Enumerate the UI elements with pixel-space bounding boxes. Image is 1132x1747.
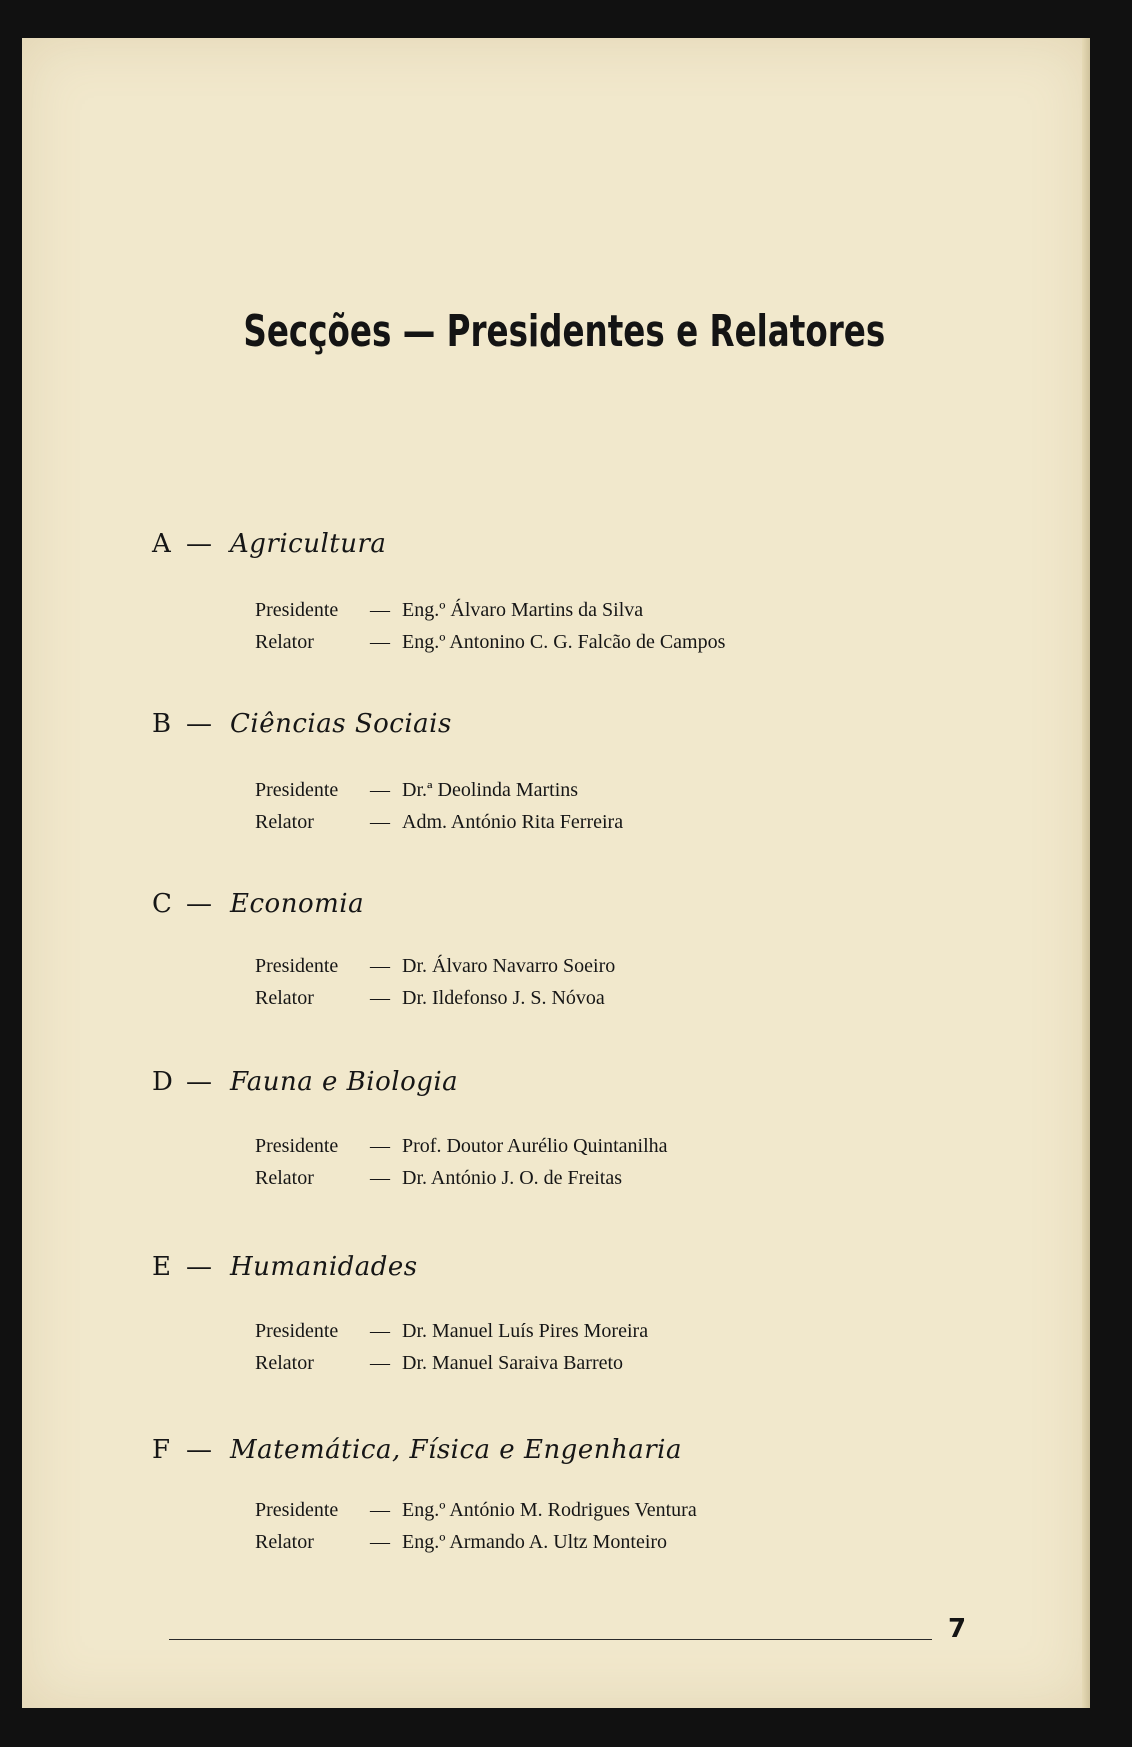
section-name: Matemática, Física e Engenharia [230, 1435, 682, 1465]
rapporteur-name: Dr. Manuel Saraiva Barreto [402, 1352, 624, 1374]
section-heading [152, 1064, 1002, 1100]
document-page [22, 38, 1090, 1708]
president-row [152, 1130, 1002, 1162]
president-row [152, 1494, 1002, 1526]
section-letter: A [152, 529, 171, 559]
role-dash: — [370, 811, 390, 833]
section-letter: D [152, 1067, 173, 1097]
section-letter: B [152, 709, 172, 739]
role-dash: — [370, 987, 390, 1009]
section-name: Ciências Sociais [230, 709, 452, 739]
rapporteur-label: Relator [255, 811, 314, 833]
president-name: Dr.ª Deolinda Martins [402, 779, 579, 801]
rapporteur-row [152, 982, 1002, 1014]
page-number: 7 [948, 1614, 967, 1644]
rapporteur-label: Relator [255, 1531, 314, 1553]
section-ciencias-sociais [152, 706, 1002, 838]
section-name: Agricultura [230, 529, 387, 559]
section-name: Fauna e Biologia [230, 1067, 459, 1097]
section-heading [152, 886, 1002, 922]
rapporteur-label: Relator [255, 1352, 314, 1374]
president-label: Presidente [255, 1320, 339, 1342]
role-dash: — [370, 1531, 390, 1553]
section-letter: F [152, 1435, 171, 1465]
section-letter: E [152, 1252, 171, 1282]
president-label: Presidente [255, 1135, 339, 1157]
rapporteur-name: Adm. António Rita Ferreira [402, 811, 624, 833]
president-label: Presidente [255, 955, 339, 977]
section-heading [152, 1249, 1002, 1285]
section-dash: — [186, 1067, 212, 1097]
president-label: Presidente [255, 779, 339, 801]
page-edge [1082, 38, 1090, 1708]
section-economia [152, 886, 1002, 1014]
role-dash: — [370, 1499, 390, 1521]
section-dash: — [186, 709, 212, 739]
rapporteur-label: Relator [255, 1167, 314, 1189]
section-heading [152, 1432, 1002, 1468]
section-matematica-fisica-engenharia [152, 1432, 1002, 1558]
rapporteur-name: Dr. António J. O. de Freitas [402, 1167, 622, 1189]
section-heading [152, 526, 1002, 562]
president-name: Prof. Doutor Aurélio Quintanilha [402, 1135, 668, 1157]
president-name: Eng.º António M. Rodrigues Ventura [402, 1499, 697, 1521]
rapporteur-row [152, 1347, 1002, 1379]
rapporteur-row [152, 1526, 1002, 1558]
rapporteur-name: Eng.º Armando A. Ultz Monteiro [402, 1531, 668, 1553]
president-row [152, 774, 1002, 806]
section-dash: — [186, 1435, 212, 1465]
rapporteur-label: Relator [255, 987, 314, 1009]
section-heading [152, 706, 1002, 742]
president-row [152, 594, 1002, 626]
president-name: Dr. Manuel Luís Pires Moreira [402, 1320, 649, 1342]
president-label: Presidente [255, 599, 339, 621]
rapporteur-row [152, 1162, 1002, 1194]
president-name: Eng.º Álvaro Martins da Silva [402, 599, 644, 621]
president-row [152, 1315, 1002, 1347]
section-name: Economia [230, 889, 365, 919]
rapporteur-name: Eng.º Antonino C. G. Falcão de Campos [402, 631, 726, 653]
role-dash: — [370, 1352, 390, 1374]
footer-rule [169, 1639, 932, 1640]
role-dash: — [370, 599, 390, 621]
president-name: Dr. Álvaro Navarro Soeiro [402, 955, 616, 977]
rapporteur-name: Dr. Ildefonso J. S. Nóvoa [402, 987, 605, 1009]
section-name: Humanidades [230, 1252, 418, 1282]
president-label: Presidente [255, 1499, 339, 1521]
role-dash: — [370, 631, 390, 653]
role-dash: — [370, 779, 390, 801]
rapporteur-row [152, 626, 1002, 658]
page-title: Secções — Presidentes e Relatores [243, 306, 886, 357]
rapporteur-label: Relator [255, 631, 314, 653]
section-letter: C [152, 889, 172, 919]
role-dash: — [370, 1167, 390, 1189]
role-dash: — [370, 955, 390, 977]
section-humanidades [152, 1249, 1002, 1379]
president-row [152, 950, 1002, 982]
section-fauna-biologia [152, 1064, 1002, 1194]
section-dash: — [186, 889, 212, 919]
role-dash: — [370, 1135, 390, 1157]
section-dash: — [186, 1252, 212, 1282]
rapporteur-row [152, 806, 1002, 838]
role-dash: — [370, 1320, 390, 1342]
section-dash: — [186, 529, 212, 559]
section-agricultura [152, 526, 1002, 658]
